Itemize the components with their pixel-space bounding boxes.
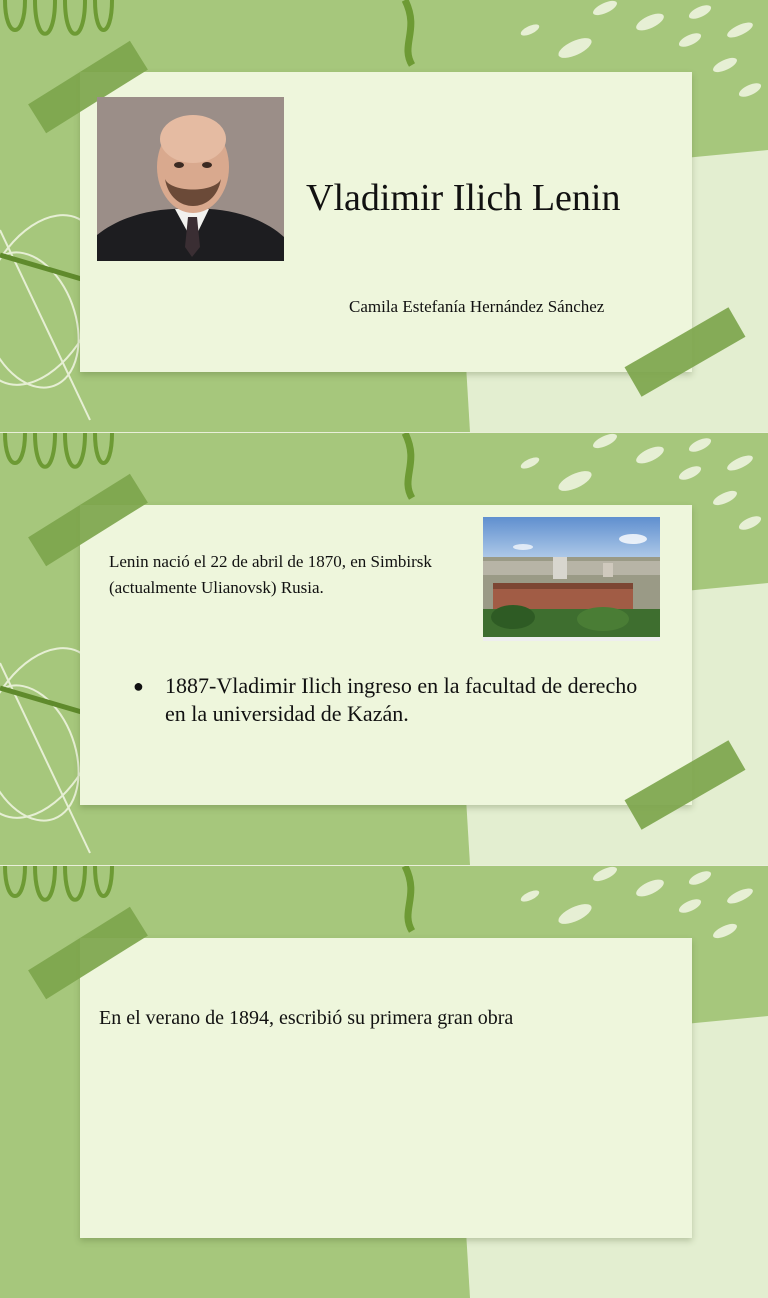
birth-text: Lenin nació el 22 de abril de 1870, en Simbirsk (actualmente Ulianovsk) Rusia. [109,552,432,597]
presentation-title: Vladimir Ilich Lenin [306,177,621,219]
portrait-icon [97,97,284,261]
city-photo-icon [483,517,660,641]
slide-2 [0,433,768,865]
bullet-item [133,672,653,728]
author-name: Camila Estefanía Hernández Sánchez [349,297,605,316]
city-photo [483,517,660,641]
portrait-photo [97,97,284,261]
paper-card [80,938,692,1238]
bullet-icon: ● [133,676,144,696]
slide-3 [0,866,768,1298]
bullet-text: 1887-Vladimir Ilich ingreso en la facultad de derecho en la universidad de Kazán. [165,673,638,726]
slide-1 [0,0,768,432]
intro-text: En el verano de 1894, escribió su primera gran obra [99,1007,514,1029]
